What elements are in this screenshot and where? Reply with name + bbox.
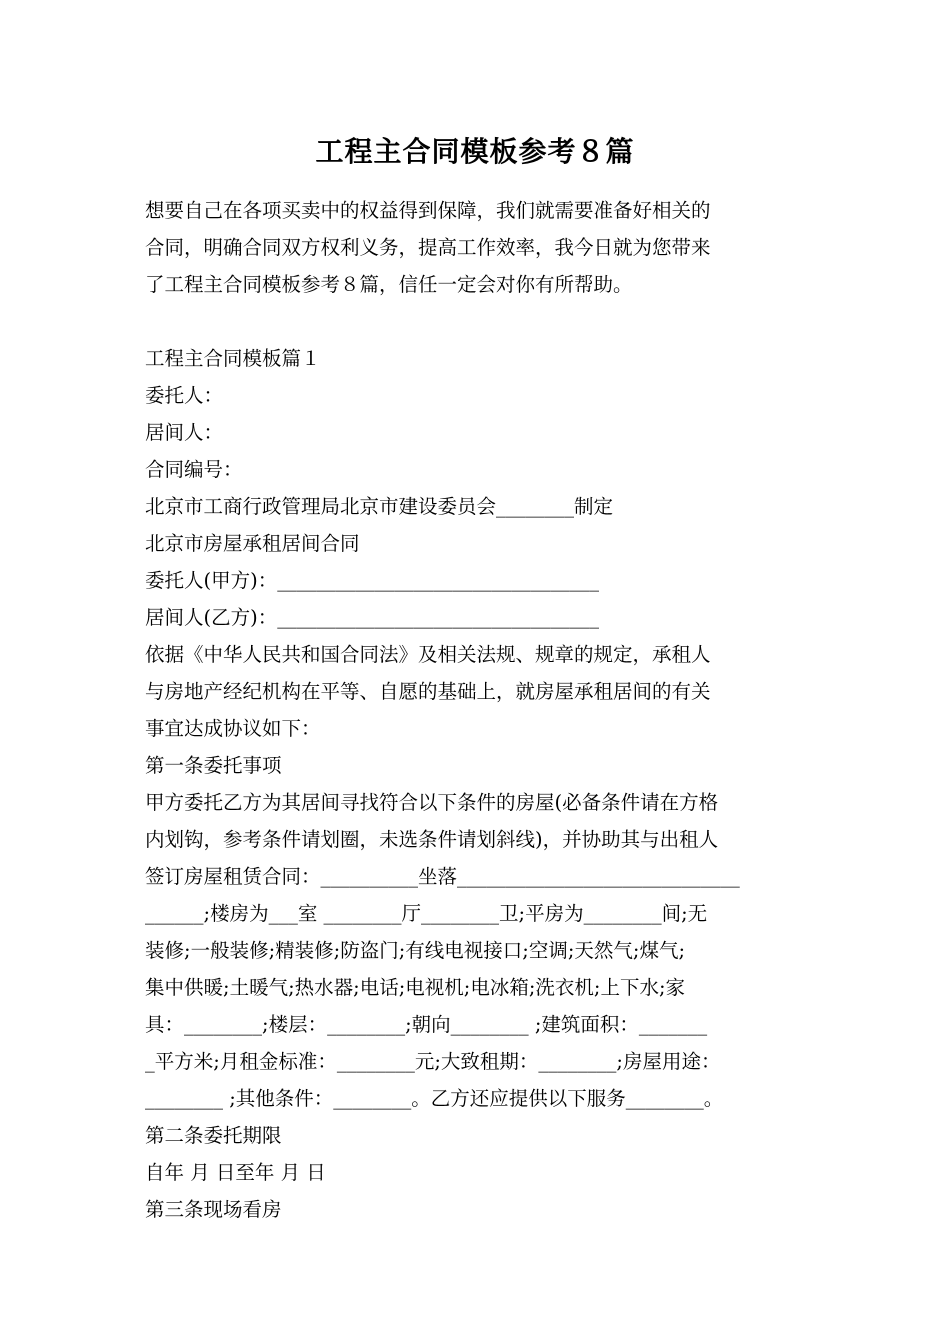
body-line: ________ ;其他条件：________。乙方还应提供以下服务________。 <box>145 1087 724 1110</box>
body-line: ______;楼房为___室 ________厅________卫;平房为________间;无 <box>145 902 708 925</box>
body-line: 签订房屋租赁合同：__________坐落_____________________________ <box>145 865 740 888</box>
body-line: 依据《中华人民共和国合同法》及相关法规、规章的规定，承租人 <box>145 643 711 666</box>
body-line: 甲方委托乙方为其居间寻找符合以下条件的房屋(必备条件请在方格 <box>145 791 719 814</box>
body-line: 装修;一般装修;精装修;防盗门;有线电视接口;空调;天然气;煤气; <box>145 939 686 962</box>
body-line: _平方米;月租金标准：________元;大致租期：________;房屋用途： <box>145 1050 721 1073</box>
article-heading: 第一条委托事项 <box>145 754 282 777</box>
body-line: 合同编号： <box>145 458 243 481</box>
intro-line: 合同，明确合同双方权利义务，提高工作效率，我今日就为您带来 <box>145 236 711 259</box>
body-line: 具：________;楼层：________;朝向________ ;建筑面积：_______ <box>145 1013 708 1036</box>
article-heading: 第二条委托期限 <box>145 1124 282 1147</box>
body-line: 居间人： <box>145 421 224 444</box>
body-line: 事宜达成协议如下： <box>145 717 321 740</box>
body-line: 北京市房屋承租居间合同 <box>145 532 360 555</box>
body-line: 北京市工商行政管理局北京市建设委员会________制定 <box>145 495 614 518</box>
body-line: 与房地产经纪机构在平等、自愿的基础上，就房屋承租居间的有关 <box>145 680 711 703</box>
body-line: 委托人： <box>145 384 224 407</box>
body-line: 自年 月 日至年 月 日 <box>145 1161 326 1184</box>
contract-body <box>145 340 845 1228</box>
body-line: 内划钩，参考条件请划圈，未选条件请划斜线)，并协助其与出租人 <box>145 828 719 851</box>
document-title: 工程主合同模板参考８篇 <box>315 135 635 168</box>
article-heading: 第三条现场看房 <box>145 1198 282 1221</box>
section-heading: 工程主合同模板篇１ <box>145 347 321 370</box>
body-line: 集中供暖;土暖气;热水器;电话;电视机;电冰箱;洗衣机;上下水;家 <box>145 976 686 999</box>
intro-paragraph <box>145 192 815 303</box>
intro-line: 想要自己在各项买卖中的权益得到保障，我们就需要准备好相关的 <box>145 199 711 222</box>
body-line: 居间人(乙方)：_________________________________ <box>145 606 599 629</box>
body-line: 委托人(甲方)：_________________________________ <box>145 569 599 592</box>
intro-line: 了工程主合同模板参考８篇，信任一定会对你有所帮助。 <box>145 273 633 296</box>
